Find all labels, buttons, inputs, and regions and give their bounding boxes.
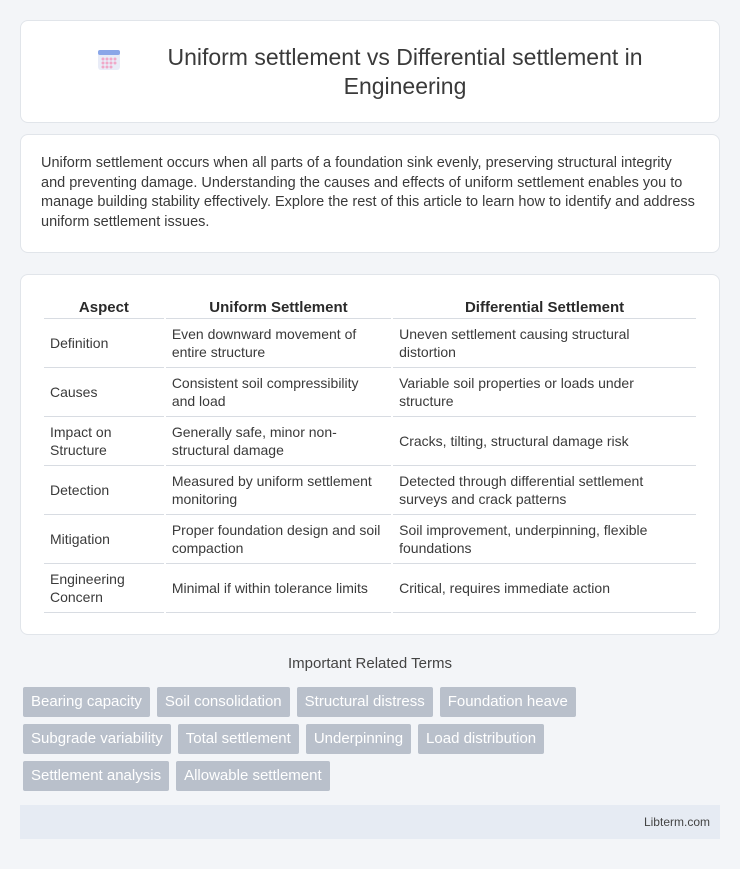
tag-subgrade-variability[interactable]: Subgrade variability: [23, 724, 171, 754]
table-row: [44, 417, 696, 466]
intro-paragraph: Uniform settlement occurs when all parts of a foundation sink evenly, preserving structural integrity and preventing damage. Understanding the causes and effects of uniform settlement enables you to manage building stability effectively. Explore the rest of this article to learn how to identify and address uniform settlement issues.: [41, 155, 695, 230]
tag-foundation-heave[interactable]: Foundation heave: [440, 687, 576, 717]
column-header-differential: Differential Settlement: [393, 295, 696, 319]
table-cell: Definition: [44, 319, 164, 368]
table-cell: Engineering Concern: [44, 564, 164, 613]
tag-bearing-capacity[interactable]: Bearing capacity: [23, 687, 150, 717]
footer-site-link[interactable]: Libterm.com: [643, 815, 710, 829]
page-title: Uniform settlement vs Differential settlement in Engineering: [167, 44, 643, 99]
table-row: [44, 564, 696, 613]
column-header-uniform: Uniform Settlement: [166, 295, 391, 319]
table-header-row: [44, 295, 696, 319]
table-cell: Detection: [44, 466, 164, 515]
table-cell: Proper foundation design and soil compaction: [166, 515, 391, 564]
table-cell: Even downward movement of entire structure: [166, 319, 391, 368]
tag-soil-consolidation[interactable]: Soil consolidation: [157, 687, 290, 717]
table-cell: Detected through differential settlement surveys and crack patterns: [393, 466, 696, 515]
table-row: [44, 319, 696, 368]
table-cell: Uneven settlement causing structural distortion: [393, 319, 696, 368]
intro-card: [20, 134, 720, 253]
tag-structural-distress[interactable]: Structural distress: [297, 687, 433, 717]
comparison-table: [42, 295, 698, 613]
tag-load-distribution[interactable]: Load distribution: [418, 724, 544, 754]
table-cell: Mitigation: [44, 515, 164, 564]
table-cell: Variable soil properties or loads under structure: [393, 368, 696, 417]
table-cell: Causes: [44, 368, 164, 417]
title-card: [20, 20, 720, 123]
related-terms-list: [23, 687, 643, 798]
table-cell: Critical, requires immediate action: [393, 564, 696, 613]
related-terms-title: Important Related Terms: [288, 655, 452, 672]
tag-allowable-settlement[interactable]: Allowable settlement: [176, 761, 330, 791]
tag-total-settlement[interactable]: Total settlement: [178, 724, 299, 754]
table-row: [44, 515, 696, 564]
column-header-aspect: Aspect: [44, 295, 164, 319]
table-cell: Minimal if within tolerance limits: [166, 564, 391, 613]
table-row: [44, 466, 696, 515]
table-cell: Generally safe, minor non-structural damage: [166, 417, 391, 466]
table-cell: Measured by uniform settlement monitoring: [166, 466, 391, 515]
table-cell: Soil improvement, underpinning, flexible foundations: [393, 515, 696, 564]
comparison-table-card: [20, 274, 720, 635]
table-cell: Consistent soil compressibility and load: [166, 368, 391, 417]
tag-settlement-analysis[interactable]: Settlement analysis: [23, 761, 169, 791]
table-row: [44, 368, 696, 417]
table-cell: Impact on Structure: [44, 417, 164, 466]
tag-underpinning[interactable]: Underpinning: [306, 724, 411, 754]
table-cell: Cracks, tilting, structural damage risk: [393, 417, 696, 466]
footer: [20, 805, 720, 839]
